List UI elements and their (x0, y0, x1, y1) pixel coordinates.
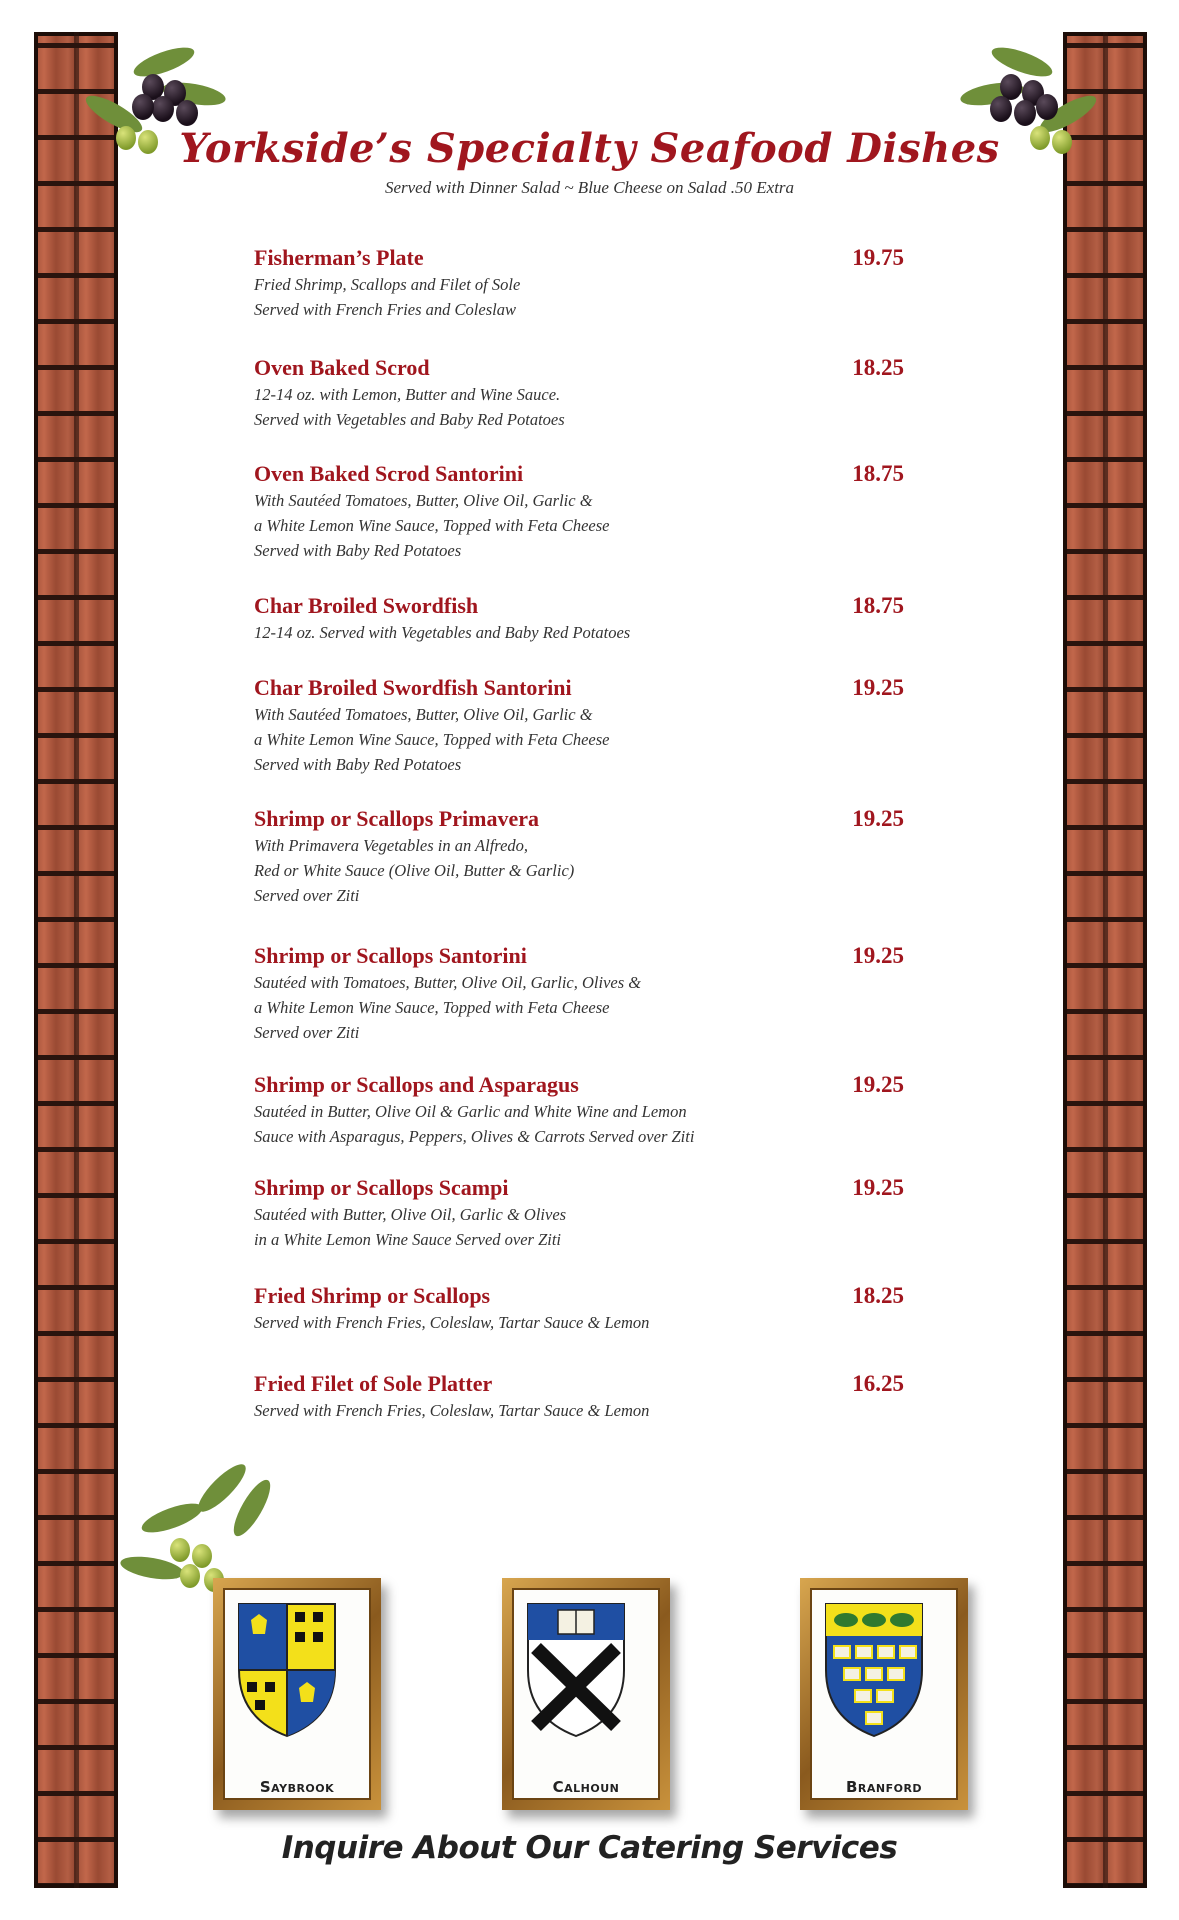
menu-item (254, 354, 904, 432)
item-name: Oven Baked Scrod Santorini (254, 461, 524, 486)
branford-crest-icon (822, 1600, 926, 1740)
menu-item (254, 1174, 904, 1252)
item-description-line: Served over Ziti (254, 1023, 360, 1042)
menu-item (254, 460, 904, 563)
catering-footer-text: Inquire About Our Catering Services (281, 1830, 898, 1866)
page-title: Yorkside’s Specialty Seafood Dishes (179, 125, 1000, 172)
menu-item (254, 244, 904, 322)
item-price: 18.25 (852, 1283, 904, 1308)
menu-item (254, 674, 904, 777)
item-price: 18.25 (852, 355, 904, 380)
item-price: 18.75 (852, 593, 904, 618)
branford-crest-frame (800, 1578, 968, 1810)
item-description-line: Sautéed in Butter, Olive Oil & Garlic and White Wine and Lemon (254, 1102, 687, 1121)
item-description-line: Served with Vegetables and Baby Red Potatoes (254, 410, 565, 429)
item-description-line: Served with Baby Red Potatoes (254, 755, 462, 774)
item-name: Fried Shrimp or Scallops (254, 1283, 491, 1308)
item-name: Shrimp or Scallops Primavera (254, 806, 539, 831)
item-description-line: a White Lemon Wine Sauce, Topped with Feta Cheese (254, 516, 610, 535)
item-name: Shrimp or Scallops and Asparagus (254, 1072, 579, 1097)
item-description-line: Served with Baby Red Potatoes (254, 541, 462, 560)
left-brick-border (34, 32, 118, 1888)
item-price: 19.25 (852, 943, 904, 968)
crest-label: Saybrook (259, 1778, 335, 1796)
item-description-line: Red or White Sauce (Olive Oil, Butter & Garlic) (254, 861, 575, 880)
item-price: 19.25 (852, 675, 904, 700)
item-description-line: Served with French Fries, Coleslaw, Tartar Sauce & Lemon (254, 1401, 650, 1420)
menu-item (254, 1282, 904, 1335)
item-price: 16.25 (852, 1371, 904, 1396)
item-description-line: Served with French Fries, Coleslaw, Tartar Sauce & Lemon (254, 1313, 650, 1332)
crest-label: Branford (845, 1778, 923, 1796)
item-description-line: With Sautéed Tomatoes, Butter, Olive Oil, Garlic & (254, 705, 593, 724)
item-name: Shrimp or Scallops Scampi (254, 1175, 509, 1200)
item-description-line: Served with French Fries and Coleslaw (254, 300, 516, 319)
crest-label: Calhoun (552, 1778, 620, 1796)
item-description-line: With Sautéed Tomatoes, Butter, Olive Oil, Garlic & (254, 491, 593, 510)
menu-item (254, 805, 904, 908)
menu-item (254, 942, 904, 1045)
item-name: Shrimp or Scallops Santorini (254, 943, 527, 968)
item-description-line: 12-14 oz. with Lemon, Butter and Wine Sauce. (254, 385, 561, 404)
saybrook-crest-icon (235, 1600, 339, 1740)
item-name: Fried Filet of Sole Platter (254, 1371, 493, 1396)
item-description-line: Sautéed with Butter, Olive Oil, Garlic & Olives (254, 1205, 567, 1224)
menu-item (254, 1370, 904, 1423)
calhoun-crest-frame (502, 1578, 670, 1810)
item-name: Char Broiled Swordfish Santorini (254, 675, 572, 700)
item-description-line: With Primavera Vegetables in an Alfredo, (254, 836, 529, 855)
item-description-line: Sauce with Asparagus, Peppers, Olives & Carrots Served over Ziti (254, 1127, 695, 1146)
item-description-line: 12-14 oz. Served with Vegetables and Baby Red Potatoes (254, 623, 631, 642)
calhoun-crest-icon (524, 1600, 628, 1740)
item-description-line: a White Lemon Wine Sauce, Topped with Feta Cheese (254, 998, 610, 1017)
item-name: Char Broiled Swordfish (254, 593, 479, 618)
item-price: 19.25 (852, 1175, 904, 1200)
saybrook-crest-frame (213, 1578, 381, 1810)
item-description-line: Served over Ziti (254, 886, 360, 905)
item-description-line: a White Lemon Wine Sauce, Topped with Feta Cheese (254, 730, 610, 749)
item-price: 19.25 (852, 806, 904, 831)
page-subtitle: Served with Dinner Salad ~ Blue Cheese on Salad .50 Extra (384, 178, 795, 197)
item-name: Fisherman’s Plate (254, 245, 424, 270)
item-price: 19.75 (852, 245, 904, 270)
menu-item (254, 592, 904, 645)
item-description-line: Fried Shrimp, Scallops and Filet of Sole (254, 275, 521, 294)
item-description-line: Sautéed with Tomatoes, Butter, Olive Oil, Garlic, Olives & (254, 973, 642, 992)
item-price: 18.75 (852, 461, 904, 486)
menu-item (254, 1071, 904, 1149)
right-brick-border (1063, 32, 1147, 1888)
item-description-line: in a White Lemon Wine Sauce Served over Ziti (254, 1230, 562, 1249)
item-name: Oven Baked Scrod (254, 355, 430, 380)
item-price: 19.25 (852, 1072, 904, 1097)
